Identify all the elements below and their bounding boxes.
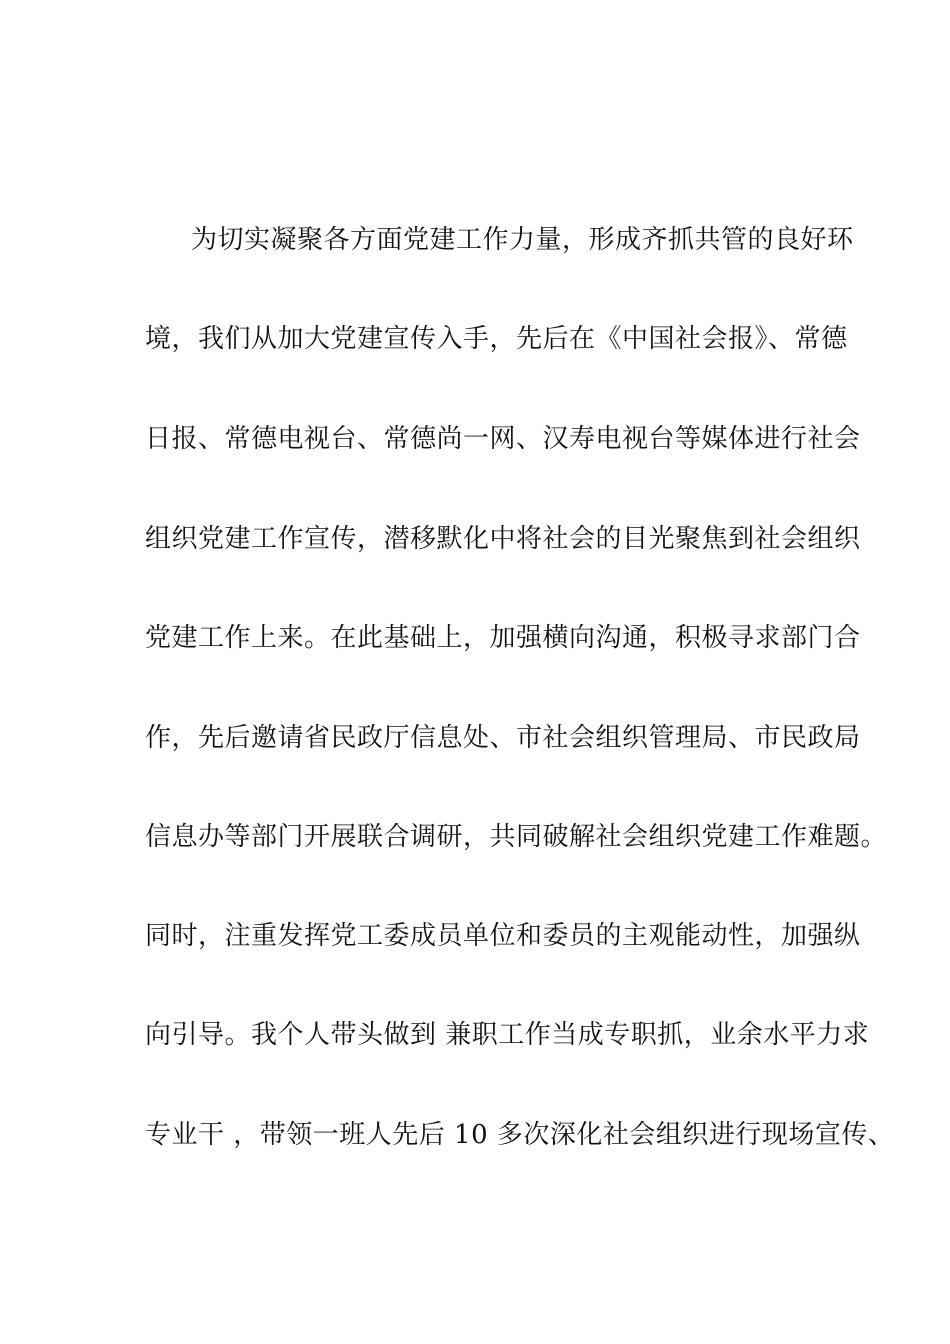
paragraph-line: 作，先后邀请省民政厅信息处、市社会组织管理局、市民政局	[145, 723, 861, 753]
paragraph-line: 为切实凝聚各方面党建工作力量，形成齐抓共管的良好环	[191, 225, 854, 255]
paragraph-line: 专业干 ，带领一班人先后 10 多次深化社会组织进行现场宣传、	[145, 1120, 895, 1150]
paragraph-line: 日报、常德电视台、常德尚一网、汉寿电视台等媒体进行社会	[145, 424, 861, 454]
paragraph-line: 向引导。我个人带头做到 兼职工作当成专职抓，业余水平力求	[145, 1020, 870, 1050]
paragraph-line: 境，我们从加大党建宣传入手，先后在《中国社会报》、常德	[145, 324, 848, 354]
paragraph-line: 组织党建工作宣传，潜移默化中将社会的目光聚焦到社会组织	[145, 524, 861, 554]
paragraph-line: 信息办等部门开展联合调研，共同破解社会组织党建工作难题。	[145, 822, 888, 852]
paragraph-line: 同时，注重发挥党工委成员单位和委员的主观能动性，加强纵	[145, 921, 861, 951]
paragraph-line: 党建工作上来。在此基础上，加强横向沟通，积极寻求部门合	[145, 623, 861, 653]
